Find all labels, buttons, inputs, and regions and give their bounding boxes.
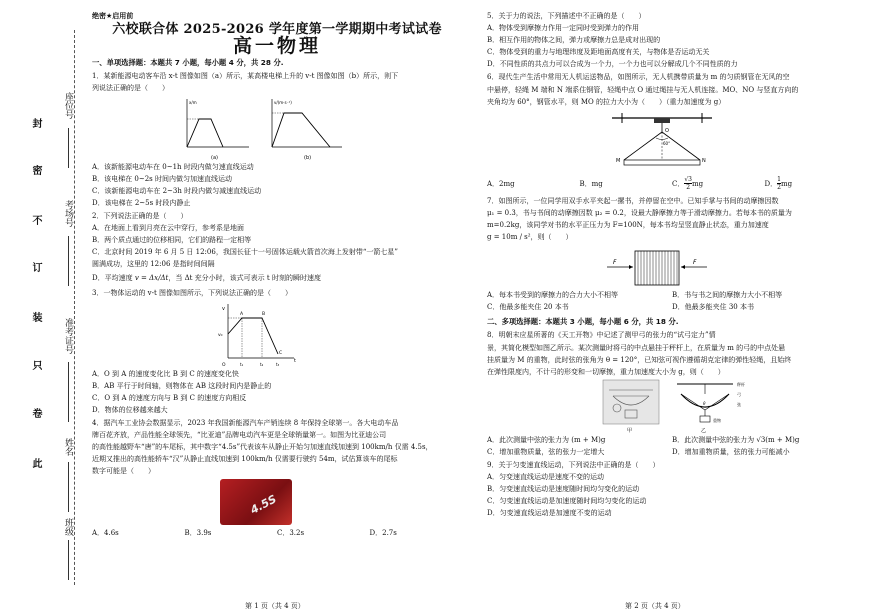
svg-text:B: B bbox=[262, 311, 266, 317]
q6-option-d[interactable] bbox=[765, 174, 858, 194]
q8-options-row1 bbox=[487, 434, 857, 446]
frac-num: √3 bbox=[684, 176, 692, 184]
ticket-number-blank[interactable] bbox=[68, 362, 69, 422]
q6-option-c-unit: mg bbox=[692, 179, 704, 188]
seal-char: 封 bbox=[30, 118, 41, 128]
page-1-footer: 第 1 页（共 4 页） bbox=[245, 602, 305, 610]
svg-text:v: v bbox=[222, 305, 225, 312]
q2-option-d[interactable] bbox=[92, 270, 462, 286]
binding-strip bbox=[0, 0, 82, 615]
section-1-heading: 一、单项选择题：本题共 7 小题，每小题 4 分，共 28 分. bbox=[92, 58, 284, 68]
q1-figures bbox=[92, 95, 462, 161]
seal-char: 此 bbox=[30, 458, 41, 468]
q8-options-row2 bbox=[487, 446, 857, 458]
q6-options bbox=[487, 174, 857, 194]
q7-option-c[interactable]: C．他最多能夹住 20 本书 bbox=[487, 303, 569, 312]
q2-option-d-lead: D．平均速度 bbox=[92, 274, 133, 283]
q4-stem: 数字可能是（ ） bbox=[92, 467, 155, 476]
q2-option-c-cont: 圆满成功，这里的 12:06 是指时间间隔 bbox=[92, 260, 215, 269]
svg-text:t₂: t₂ bbox=[260, 361, 264, 367]
q4-option-a[interactable]: A．4.6s bbox=[92, 529, 119, 538]
drone-diagram bbox=[487, 108, 857, 174]
q6-option-c-label: C． bbox=[672, 179, 685, 188]
q8-option-a[interactable]: A．此次测量中弦的张力为 (m + M)g bbox=[487, 435, 606, 444]
label-n: N bbox=[702, 157, 706, 164]
page-2-footer: 第 2 页（共 4 页） bbox=[625, 602, 685, 610]
q7-figure bbox=[487, 243, 857, 289]
q2-option-d-tail: ，当 Δt 充分小时，该式可表示 t 时刻的瞬时速度 bbox=[168, 274, 321, 283]
ticket-number-label: 准考证号 bbox=[63, 318, 73, 354]
q8-figure bbox=[487, 378, 857, 434]
label-weight: 重物 bbox=[713, 417, 721, 423]
exam-title: 六校联合体 2025-2026 学年度第一学期期中考试试卷 bbox=[112, 22, 442, 38]
q7-options-row1 bbox=[487, 289, 857, 301]
q2-stem: 2．下列说法正确的是（ ） bbox=[92, 211, 188, 220]
q7-stem: m=0.2kg，该同学对书的水平正压力为 F=100N，每本书均呈竖直静止状态，重力加速度 bbox=[487, 220, 769, 229]
q6-option-b[interactable]: B．mg bbox=[579, 179, 603, 188]
label-steelyard: 秤杆 bbox=[737, 381, 745, 387]
q3-option-b[interactable]: B．AB 平行于时间轴，则物体在 AB 这段时间内是静止的 bbox=[92, 381, 272, 390]
q8-option-b[interactable]: B．此次测量中弦的张力为 √3(m + M)g bbox=[672, 435, 800, 444]
svg-text:v/(m·s⁻¹): v/(m·s⁻¹) bbox=[274, 99, 292, 105]
q4-stem: 4．据汽车工业协会数据显示，2023 年我国新能源汽车产销连续 8 年保持全球第一。各大电动车品 bbox=[92, 418, 399, 427]
svg-text:t₁: t₁ bbox=[240, 361, 244, 367]
q2-option-c[interactable]: C．北京时间 2019 年 6 月 5 日 12:06，我国长征十一号固体运载火箭首次海上发射带“一箭七星” bbox=[92, 248, 398, 257]
q7-stem: 7．如图所示，一位同学用双手水平夹起一摞书，并停留在空中。已知手掌与书间的动摩擦因数 bbox=[487, 196, 779, 205]
fig-yi-label: 乙 bbox=[701, 427, 707, 434]
seal-char: 密 bbox=[30, 165, 41, 175]
q4-option-b[interactable]: B．3.9s bbox=[184, 529, 212, 538]
q6-option-a[interactable]: A．2mg bbox=[487, 179, 515, 188]
q3-stem: 3．一物体运动的 v-t 图像如图所示，下列说法正确的是（ ） bbox=[92, 289, 293, 298]
fig-a-label: (a) bbox=[211, 154, 218, 161]
svg-text:C: C bbox=[279, 350, 283, 356]
q2-option-a[interactable]: A．在地面上看到月亮在云中穿行，参考系是地面 bbox=[92, 224, 245, 233]
fig-b-label: (b) bbox=[304, 154, 312, 161]
q8-stem: 8．明朝末应星所著的《天工开物》中记述了测甲弓的张力的“试弓定力”情 bbox=[487, 331, 716, 340]
q4-stem: 的高性能越野车“唐”的车尾标，其中数字“4.5s”代表该车从静止开始匀加速直线加速到 100km/h 仅需 4.5s， bbox=[92, 443, 433, 452]
seal-char: 订 bbox=[30, 262, 41, 272]
svg-text:x/m: x/m bbox=[189, 99, 197, 105]
q7-option-d[interactable]: D．他最多能夹住 30 本书 bbox=[672, 303, 754, 312]
label-o: O bbox=[665, 127, 669, 134]
svg-text:t: t bbox=[294, 357, 296, 364]
q8-stem: 在弹性限度内，不计弓的形变和一切摩擦，重力加速度大小为 g，则（ ） bbox=[487, 367, 725, 376]
class-label: 班级 bbox=[63, 518, 73, 536]
q8-option-c[interactable]: C．增加重物质量，弦的张力一定增大 bbox=[487, 447, 605, 456]
fig-jia-label: 甲 bbox=[627, 427, 633, 434]
page-1-column bbox=[92, 10, 462, 539]
page-2-column bbox=[487, 10, 857, 519]
q1-option-c[interactable]: C．该新能源电动车在 2~3h 时段内做匀减速直线运动 bbox=[92, 186, 262, 195]
q7-stem: g = 10m / s²，则（ ） bbox=[487, 233, 573, 242]
force-right-label: F bbox=[693, 259, 697, 267]
label-string: 弦 bbox=[737, 401, 741, 407]
seal-char: 不 bbox=[30, 215, 41, 225]
section-2-heading: 二、多项选择题：本题共 3 小题，每小题 6 分，共 18 分. bbox=[487, 317, 679, 327]
q6-option-d-unit: mg bbox=[780, 179, 793, 188]
q6-option-d-label: D． bbox=[764, 179, 778, 188]
subject-title: 高一物理 bbox=[232, 35, 321, 58]
bow-test-diagram bbox=[487, 378, 857, 434]
svg-text:A: A bbox=[240, 311, 244, 317]
label-bow: 弓 bbox=[737, 391, 741, 397]
q7-stem: μ₁ = 0.3，书与书间的动摩擦因数 μ₂ = 0.2，设最大静摩擦力等于滑动摩擦力。若每本书的质量为 bbox=[487, 208, 792, 217]
q4-figure bbox=[92, 477, 462, 527]
label-m: M bbox=[616, 157, 621, 164]
seal-char: 只 bbox=[30, 360, 41, 370]
class-blank[interactable] bbox=[68, 540, 69, 580]
car-badge-photo bbox=[220, 479, 292, 525]
q6-stem: 夹角均为 60°，钢管水平，则 MO 的拉力大小为（ ）（重力加速度为 g） bbox=[487, 97, 726, 106]
badge-text: 4.5S bbox=[248, 492, 279, 518]
q9-stem: 9．关于匀变速直线运动，下列说法中正确的是（ ） bbox=[487, 460, 660, 469]
q8-stem: 挂质量为 M 的重物，此时弦的张角为 θ = 120°，已知弦可视作遵循胡克定律的弹性轻绳，且始终 bbox=[487, 355, 792, 364]
q3-option-c[interactable]: C．O 到 A 的速度方向与 B 到 C 的速度方向相反 bbox=[92, 393, 247, 402]
frac-den: 2 bbox=[777, 184, 781, 192]
q6-figure bbox=[487, 108, 857, 174]
q5-stem: 5．关于力的说法，下列描述中不正确的是（ ） bbox=[487, 12, 646, 20]
q6-option-c[interactable] bbox=[672, 174, 765, 194]
q1-graphs bbox=[92, 95, 462, 161]
q4-option-d[interactable]: D．2.7s bbox=[369, 529, 397, 538]
q4-option-c[interactable]: C．3.2s bbox=[277, 529, 305, 538]
q1-option-b[interactable]: B．该电梯在 0~2s 时间内做匀加速直线运动 bbox=[92, 174, 232, 183]
svg-text:O: O bbox=[222, 362, 226, 368]
secret-mark: 绝密★启用前 bbox=[92, 12, 134, 20]
q7-option-a[interactable]: A．每本书受到的摩擦力的合力大小不相等 bbox=[487, 291, 619, 300]
seat-number-blank[interactable] bbox=[68, 128, 69, 168]
exam-room-blank[interactable] bbox=[68, 236, 69, 286]
label-angle: 60° bbox=[663, 140, 671, 146]
seal-char: 装 bbox=[30, 312, 41, 322]
q1-stem: 1．某新能源电动客车沿 x-t 图像如图（a）所示，某高楼电梯上升的 v-t 图像如图（b）所示，则下 bbox=[92, 72, 399, 81]
q5-option-a[interactable]: A．物体受到摩擦力作用一定同时受到弹力的作用 bbox=[487, 24, 640, 33]
q3-vt-graph bbox=[92, 300, 462, 368]
frac-num: 1 bbox=[777, 176, 781, 184]
svg-text:t₃: t₃ bbox=[276, 361, 280, 367]
q6-stem: 6．现代生产生活中常用无人机运送物品，如图所示，无人机携带质量为 m 的匀质钢管在无风的空 bbox=[487, 73, 790, 82]
q1-option-d[interactable]: D．该电梯在 2~5s 时段内静止 bbox=[92, 198, 191, 207]
force-left-label: F bbox=[613, 259, 617, 267]
q9-option-d[interactable]: D．匀变速直线运动是加速度不变的运动 bbox=[487, 509, 612, 518]
name-label: 姓名 bbox=[63, 438, 73, 456]
name-blank[interactable] bbox=[68, 462, 69, 512]
q4-stem: 近期又推出的高性能轿车“汉”从静止直线加速到 100km/h 仅需要行驶约 54m，试估算该车的尾标 bbox=[92, 455, 398, 464]
seal-char: 卷 bbox=[30, 408, 41, 418]
q4-options bbox=[92, 527, 462, 539]
q6-option-c-fraction bbox=[684, 176, 692, 191]
q8-option-d[interactable]: D．增加重物质量，弦的张力可能减小 bbox=[672, 447, 790, 456]
seat-number-label: 座位号 bbox=[63, 92, 73, 119]
q3-option-d[interactable]: D．物体的位移越来越大 bbox=[92, 405, 168, 414]
exam-room-label: 考场号 bbox=[63, 200, 73, 227]
q7-options-row2 bbox=[487, 301, 857, 313]
q9-option-b[interactable]: B．匀变速直线运动是速度随时间均匀变化的运动 bbox=[487, 485, 640, 494]
svg-text:v₀: v₀ bbox=[218, 332, 223, 338]
avg-velocity-formula: v = Δx/Δt bbox=[134, 274, 169, 283]
q6-stem: 中悬停，轻绳 M 端和 N 端系住钢管，轻绳中点 O 通过绳挂与无人机连接。MO、NO 与竖直方向的 bbox=[487, 85, 799, 94]
q4-stem: 牌百花齐放，产品性能全球领先，“比亚迪”品牌电动汽车更是全球销量第一。如图为比亚迪公司 bbox=[92, 430, 387, 439]
q9-option-c[interactable]: C．匀变速直线运动是加速度随时间均匀变化的运动 bbox=[487, 497, 647, 506]
q3-option-a[interactable]: A．O 到 A 的速度变化比 B 到 C 的速度变化快 bbox=[92, 369, 239, 378]
q3-figure bbox=[92, 300, 462, 368]
q5-option-b[interactable]: B．相互作用的物体之间，弹力或摩擦力总是成对出现的 bbox=[487, 36, 661, 45]
q5-option-d[interactable]: D．不同性质的共点力可以合成为一个力，一个力也可以分解成几个不同性质的力 bbox=[487, 60, 738, 69]
frac-den: 2 bbox=[686, 184, 691, 192]
q1-stem: 列说法正确的是（ ） bbox=[92, 84, 169, 93]
q8-stem: 景，其简化模型如图乙所示。某次测量时将弓的中点悬挂于秤杆上，在质量为 m 的弓的中点处悬 bbox=[487, 343, 786, 352]
q9-option-a[interactable]: A．匀变速直线运动是速度不变的运动 bbox=[487, 473, 605, 482]
q7-option-b[interactable]: B．书与书之间的摩擦力大小不相等 bbox=[672, 291, 783, 300]
q5-option-c[interactable]: C．物体受到的重力与地理纬度及距地面高度有关，与物体是否运动无关 bbox=[487, 48, 710, 57]
book-stack-diagram bbox=[487, 243, 857, 289]
label-theta: θ bbox=[703, 400, 706, 406]
q2-option-b[interactable]: B．两个质点通过的位移相同，它们的路程一定相等 bbox=[92, 236, 252, 245]
q1-option-a[interactable]: A．该新能源电动车在 0~1h 时段内做匀速直线运动 bbox=[92, 162, 254, 171]
